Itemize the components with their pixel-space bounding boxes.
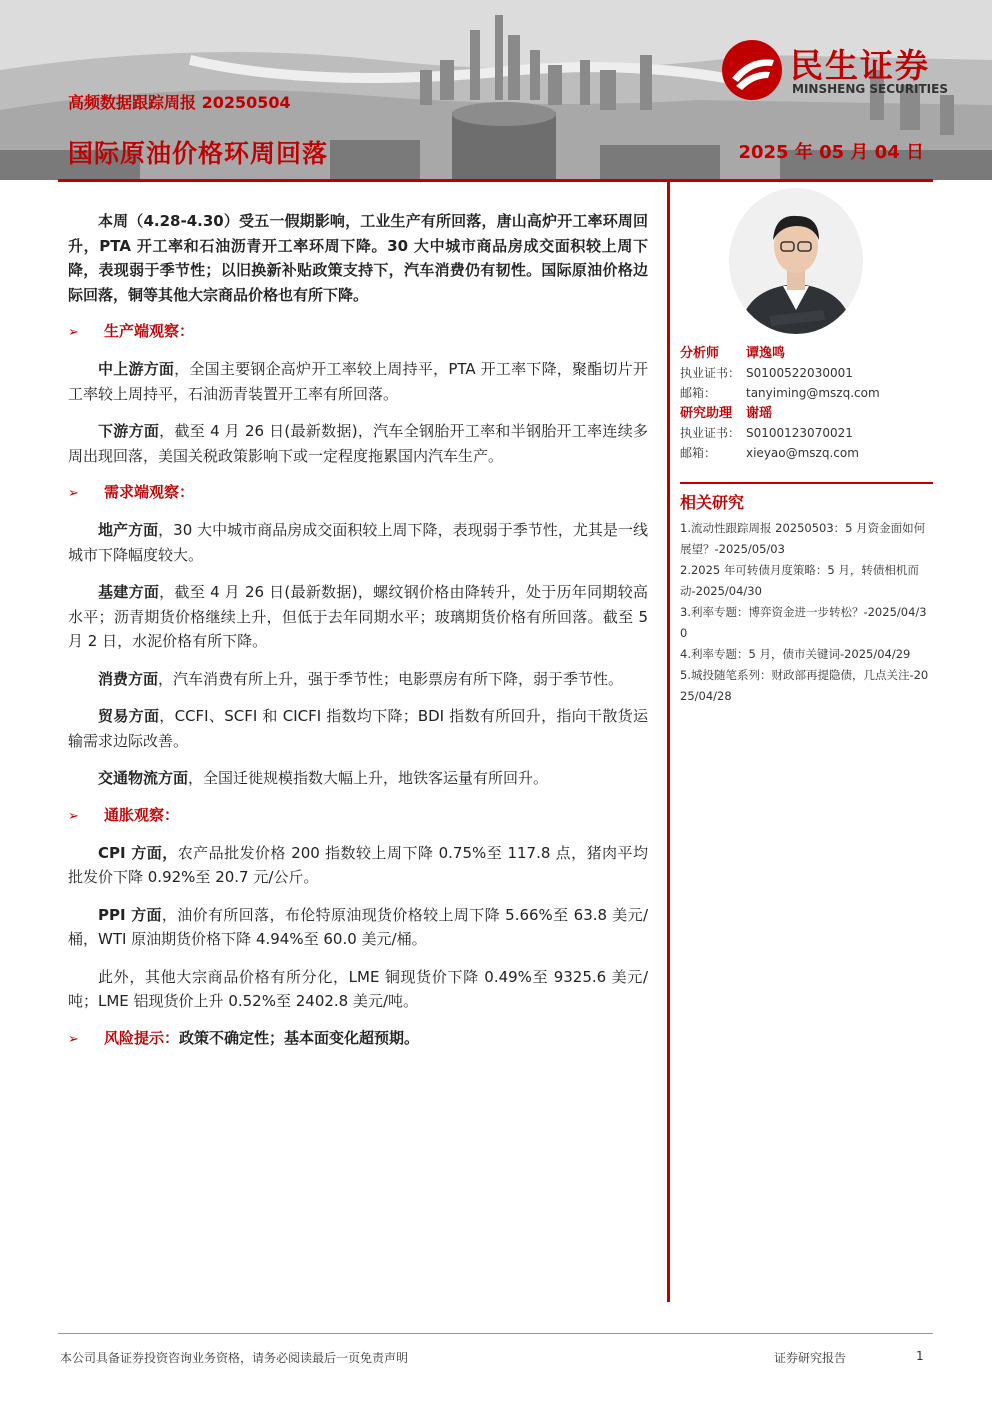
section-heading-production: ➢ 生产端观察： (68, 320, 648, 344)
summary-paragraph: 本周（4.28-4.30）受五一假期影响，工业生产有所回落，唐山高炉开工率环周回升，PTA 开工率和石油沥青开工率环周下降。30 大中城市商品房成交面积较上周下降，表现弱于季节性；以旧换新补贴政策支持下，汽车消费仍有韧性。国际原油价格边际回落，铜等其他大宗商品价格也有所下降。 (68, 212, 648, 304)
arrow-bullet-icon: ➢ (68, 1031, 79, 1047)
footer-rule (58, 1333, 933, 1334)
related-research-list (680, 518, 930, 707)
body-paragraph: 下游方面，截至 4 月 26 日(最新数据)，汽车全钢胎开工率和半钢胎开工率连续多周出现回落，美国关税政策影响下或一定程度拖累国内汽车生产。 (68, 422, 648, 465)
email-label: 邮箱： (680, 446, 717, 460)
cert-label: 执业证书： (680, 426, 741, 440)
report-title: 国际原油价格环周回落 (68, 139, 329, 168)
body-paragraph: 贸易方面，CCFI、SCFI 和 CICFI 指数均下降；BDI 指数有所回升，指向干散货运输需求边际改善。 (68, 707, 648, 750)
related-research-title: 相关研究 (680, 493, 745, 512)
report-series: 高频数据跟踪周报 20250504 (68, 93, 291, 112)
analyst-avatar-icon (729, 188, 863, 334)
assistant-name: 谢瑶 (746, 406, 773, 421)
analyst-email[interactable]: tanyiming@mszq.com (746, 386, 880, 400)
analyst-name: 谭逸鸣 (746, 346, 786, 361)
main-column (68, 209, 648, 1064)
assistant-email[interactable]: xieyao@mszq.com (746, 446, 859, 460)
analyst-cert: S0100522030001 (746, 366, 853, 380)
column-divider (667, 182, 670, 1302)
logo-emblem-icon (720, 38, 784, 102)
section-heading-demand: ➢ 需求端观察： (68, 481, 648, 505)
assistant-cert: S0100123070021 (746, 426, 853, 440)
related-item[interactable]: 4.利率专题：5 月，债市关键词-2025/04/29 (680, 647, 911, 661)
section-heading-inflation: ➢ 通胀观察： (68, 804, 648, 828)
body-paragraph: 消费方面，汽车消费有所上升，强于季节性；电影票房有所下降，弱于季节性。 (98, 669, 624, 688)
assistant-role: 研究助理 (680, 406, 733, 421)
body-paragraph: 基建方面，截至 4 月 26 日(最新数据)，螺纹钢价格由降转升，处于历年同期较高水平；沥青期货价格继续上升，但低于去年同期水平；玻璃期货价格有所回落。截至 5 月 2 日，水泥价格有所下降。 (68, 583, 648, 650)
body-paragraph: PPI 方面，油价有所回落，布伦特原油现货价格较上周下降 5.66%至 63.8 美元/桶，WTI 原油期货价格下降 4.94%至 60.0 美元/桶。 (68, 905, 648, 948)
related-rule (680, 482, 933, 484)
analyst-role: 分析师 (680, 346, 720, 361)
page-number: 1 (916, 1349, 924, 1363)
arrow-bullet-icon: ➢ (68, 808, 79, 824)
footer-disclaimer: 本公司具备证券投资咨询业务资格，请务必阅读最后一页免责声明 (60, 1351, 409, 1365)
cert-label: 执业证书： (680, 366, 741, 380)
body-paragraph: 此外，其他大宗商品价格有所分化，LME 铜现货价下降 0.49%至 9325.6 美元/吨；LME 铝现货价上升 0.52%至 2402.8 美元/吨。 (68, 967, 648, 1010)
header-banner (0, 0, 992, 180)
analyst-info (680, 343, 933, 463)
footer-report-type: 证券研究报告 (774, 1351, 847, 1365)
analyst-photo (729, 188, 863, 334)
report-date: 2025 年 05 月 04 日 (738, 142, 924, 163)
body-paragraph: 中上游方面，全国主要钢企高炉开工率较上周持平，PTA 开工率下降，聚酯切片开工率较上周持平，石油沥青装置开工率有所回落。 (68, 360, 648, 403)
related-item[interactable]: 5.城投随笔系列：财政部再提隐债，几点关注-2025/04/28 (680, 668, 929, 703)
brand-name-en: MINSHENG SECURITIES (792, 82, 948, 96)
brand-name: 民生证券 (790, 46, 930, 85)
body-paragraph: CPI 方面，农产品批发价格 200 指数较上周下降 0.75%至 117.8 点，猪肉平均批发价下降 0.92%至 20.7 元/公斤。 (68, 843, 648, 886)
related-item[interactable]: 3.利率专题：博弈资金进一步转松？-2025/04/30 (680, 605, 927, 640)
minsheng-logo (720, 38, 970, 102)
arrow-bullet-icon: ➢ (68, 325, 79, 340)
risk-warning: ➢ 风险提示：政策不确定性；基本面变化超预期。 (68, 1027, 648, 1051)
related-item[interactable]: 1.流动性跟踪周报 20250503：5 月资金面如何展望？-2025/05/03 (680, 521, 926, 556)
body-paragraph: 交通物流方面，全国迁徙规模指数大幅上升，地铁客运量有所回升。 (98, 769, 549, 787)
related-item[interactable]: 2.2025 年可转债月度策略：5 月，转债相机而动-2025/04/30 (680, 563, 919, 598)
header-rule (58, 179, 933, 182)
email-label: 邮箱： (680, 386, 717, 400)
arrow-bullet-icon: ➢ (68, 486, 79, 501)
body-paragraph: 地产方面，30 大中城市商品房成交面积较上周下降，表现弱于季节性，尤其是一线城市下降幅度较大。 (68, 521, 648, 564)
